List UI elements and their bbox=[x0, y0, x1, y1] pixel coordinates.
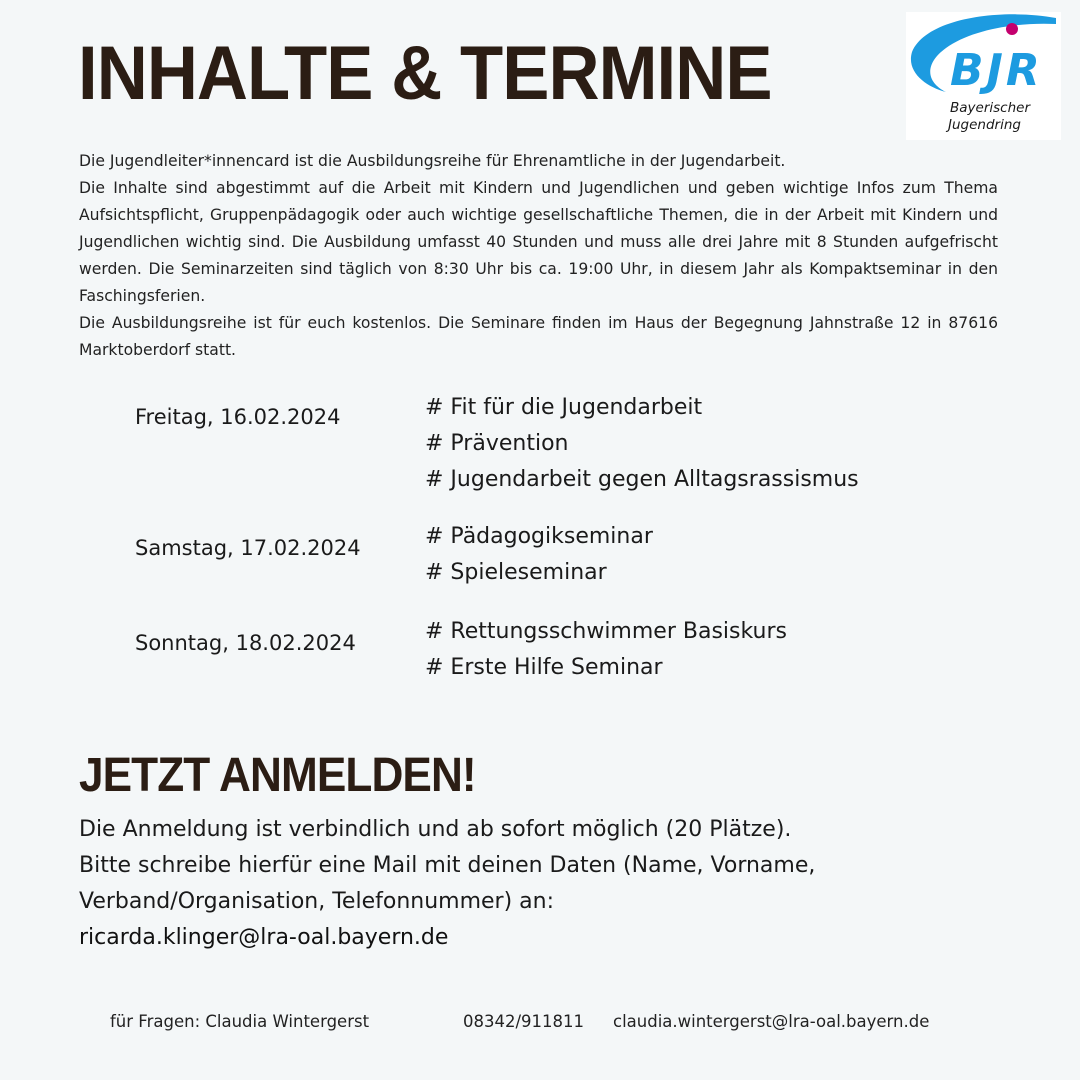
topic-item: # Jugendarbeit gegen Alltagsrassismus bbox=[425, 467, 859, 492]
day-date: Sonntag, 18.02.2024 bbox=[135, 631, 356, 655]
intro-paragraph: Die Ausbildungsreihe ist für euch kostenlos. Die Seminare finden im Haus der Begegnung Jahnstraße 12 in 87616 Marktoberdorf statt. bbox=[79, 314, 998, 359]
topic-item: # Prävention bbox=[425, 431, 569, 456]
cta-heading: JETZT ANMELDEN! bbox=[79, 749, 476, 802]
topic-item: # Erste Hilfe Seminar bbox=[425, 655, 663, 680]
topic-list bbox=[425, 519, 653, 591]
contact-person: für Fragen: Claudia Wintergerst bbox=[110, 1012, 370, 1031]
bjr-logo bbox=[906, 12, 1061, 140]
registration-email-link[interactable]: ricarda.klinger@lra-oal.bayern.de bbox=[79, 925, 449, 950]
registration-info bbox=[79, 812, 979, 956]
contact-email-link[interactable]: claudia.wintergerst@lra-oal.bayern.de bbox=[613, 1012, 930, 1031]
contact-phone[interactable]: 08342/911811 bbox=[463, 1012, 585, 1031]
topic-list bbox=[425, 614, 787, 686]
topic-item: # Rettungsschwimmer Basiskurs bbox=[425, 619, 787, 644]
logo-line-2: Jugendring bbox=[948, 117, 1021, 133]
topic-item: # Pädagogikseminar bbox=[425, 524, 653, 549]
topic-item: # Fit für die Jugendarbeit bbox=[425, 395, 703, 420]
svg-text:BJR: BJR bbox=[950, 45, 1043, 96]
intro-paragraph: Die Inhalte sind abgestimmt auf die Arbeit mit Kindern und Jugendlichen und geben wichtige Infos zum Thema Aufsichtspflicht, Gruppenpädagogik oder auch wichtige gesellschaftliche Themen, die in der Arbeit mit Kindern und Jugendlichen wichtig sind. Die Ausbildung umfasst 40 Stunden und muss alle drei Jahre mit 8 Stunden aufgefrischt werden. Die Seminarzeiten sind täglich von 8:30 Uhr bis ca. 19:00 Uhr, in diesem Jahr als Kompaktseminar in den Faschingsferien. bbox=[79, 179, 998, 305]
page-title: INHALTE & TERMINE bbox=[78, 31, 772, 116]
topic-list bbox=[425, 390, 859, 498]
registration-line: Bitte schreibe hierfür eine Mail mit deinen Daten (Name, Vorname, bbox=[79, 853, 816, 878]
logo-line-1: Bayerischer bbox=[950, 100, 1030, 116]
bjr-swoosh-icon bbox=[906, 12, 1061, 102]
registration-line: Die Anmeldung ist verbindlich und ab sofort möglich (20 Plätze). bbox=[79, 817, 792, 842]
day-date: Samstag, 17.02.2024 bbox=[135, 536, 361, 560]
registration-line: Verband/Organisation, Telefonnummer) an: bbox=[79, 889, 555, 914]
topic-item: # Spieleseminar bbox=[425, 560, 607, 585]
logo-wordmark bbox=[948, 100, 1060, 134]
day-date: Freitag, 16.02.2024 bbox=[135, 405, 341, 429]
intro-paragraph: Die Jugendleiter*innencard ist die Ausbildungsreihe für Ehrenamtliche in der Jugendarbeit. bbox=[79, 152, 786, 170]
intro-text bbox=[79, 148, 998, 364]
